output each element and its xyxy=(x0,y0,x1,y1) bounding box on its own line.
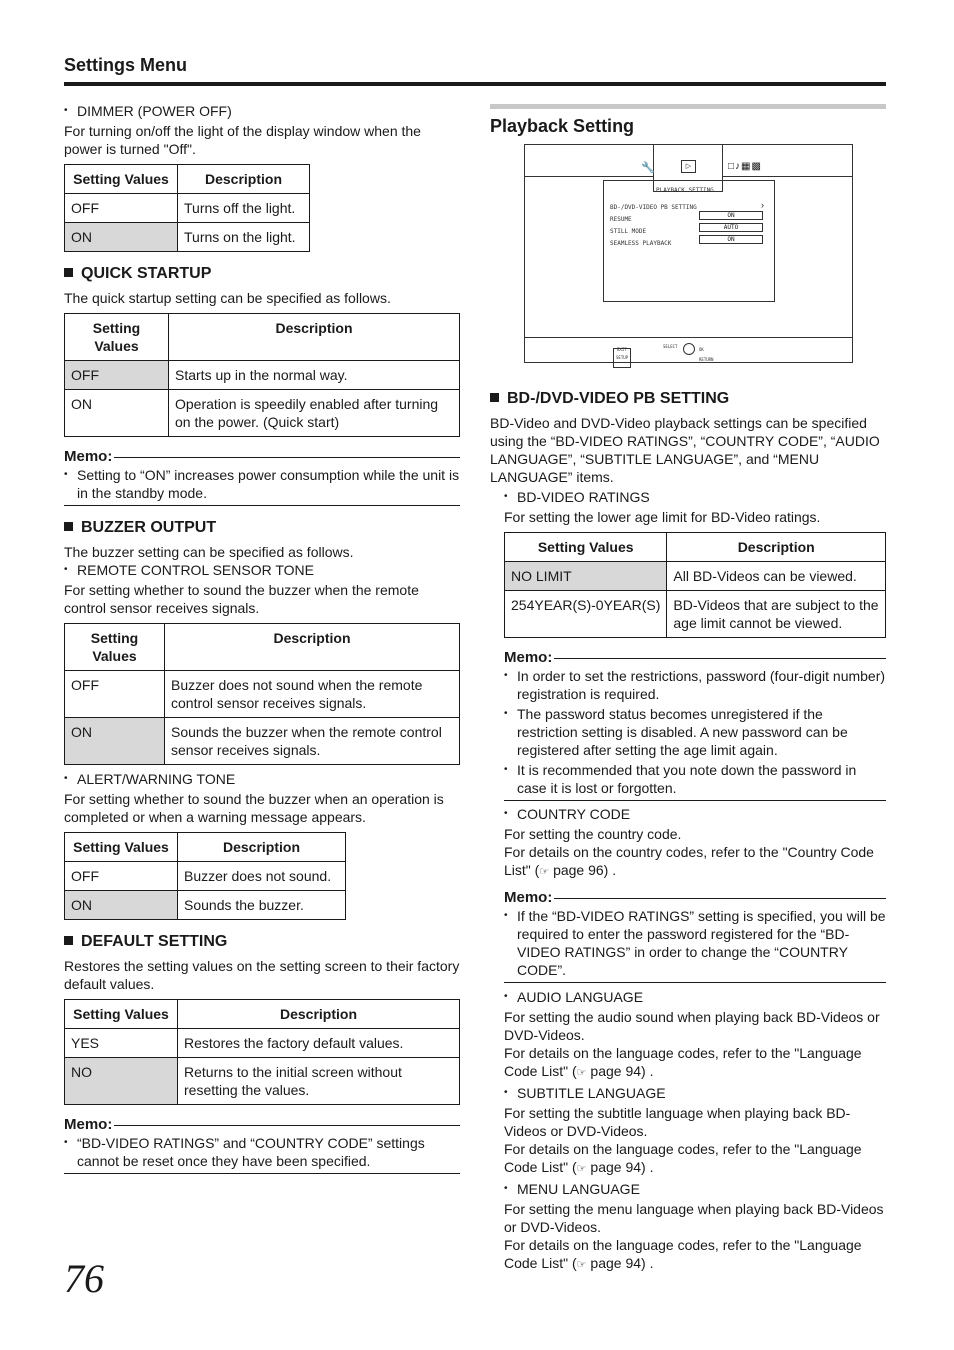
table-cell: Buzzer does not sound. xyxy=(178,862,346,891)
section-bar xyxy=(490,104,886,109)
table-cell: ON xyxy=(65,223,178,252)
settings-icons: □♪▦▩ xyxy=(728,161,762,172)
page-number: 76 xyxy=(64,1256,104,1301)
table-row xyxy=(65,891,346,920)
playback-screen-image xyxy=(524,144,853,363)
memo-item: • It is recommended that you note down the password in case it is lost or forgotten. xyxy=(504,761,886,797)
square-bullet-icon xyxy=(64,936,73,945)
bd-subsection xyxy=(504,488,886,1274)
dimmer-bullet: • DIMMER (POWER OFF) xyxy=(64,102,460,120)
screen-footer-ok: OK xyxy=(699,347,704,352)
memo-item: • In order to set the restrictions, password (four-digit number) registration is required. xyxy=(504,667,886,703)
screen-value: ON xyxy=(699,211,763,220)
screen-menu-item: BD-/DVD-VIDEO PB SETTING xyxy=(610,204,697,211)
screen-divider xyxy=(525,337,852,338)
page-ref-icon: ☞ xyxy=(576,1163,587,1175)
table-header: Description xyxy=(178,165,310,194)
table-cell: Turns on the light. xyxy=(178,223,310,252)
country-ref: For details on the country codes, refer to the "Country Code List" (☞ page 96) . xyxy=(504,844,874,878)
table-row xyxy=(65,718,460,765)
table-row xyxy=(65,671,460,718)
table-header: Description xyxy=(169,314,460,361)
subtitle-ref: For details on the language codes, refer to the "Language Code List" (☞ page 94) . xyxy=(504,1141,862,1175)
page-ref-icon: ☞ xyxy=(539,866,550,878)
table-row xyxy=(65,194,310,223)
table-cell: OFF xyxy=(65,361,169,390)
menu-ref: For details on the language codes, refer to the "Language Code List" (☞ page 94) . xyxy=(504,1237,862,1271)
alert-bullet: • ALERT/WARNING TONE xyxy=(64,770,460,788)
header-rule xyxy=(64,82,886,86)
page-ref-icon: ☞ xyxy=(576,1067,587,1079)
quick-startup-heading: QUICK STARTUP xyxy=(64,265,460,283)
screen-tab-label: PLAYBACK SETTING xyxy=(656,187,714,194)
table-cell: BD-Videos that are subject to the age limit cannot be viewed. xyxy=(667,591,886,638)
table-row xyxy=(65,390,460,437)
page-header-title: Settings Menu xyxy=(64,55,188,75)
play-icon: ▷ xyxy=(681,160,696,173)
country-bullet: • COUNTRY CODE xyxy=(504,805,886,823)
memo-rule xyxy=(504,800,886,801)
square-bullet-icon xyxy=(64,268,73,277)
table-cell: Turns off the light. xyxy=(178,194,310,223)
table-cell: Sounds the buzzer. xyxy=(178,891,346,920)
table-cell: All BD-Videos can be viewed. xyxy=(667,562,886,591)
table-header: Description xyxy=(165,624,460,671)
alert-desc: For setting whether to sound the buzzer when an operation is completed or when a warning message appears. xyxy=(64,791,444,825)
table-header: Setting Values xyxy=(65,1000,178,1029)
screen-menu-item: STILL MODE xyxy=(610,228,647,235)
table-row xyxy=(65,862,346,891)
table-header: Description xyxy=(667,533,886,562)
bd-dvd-heading: BD-/DVD-VIDEO PB SETTING xyxy=(490,390,886,408)
default-desc: Restores the setting values on the setting screen to their factory default values. xyxy=(64,958,460,992)
screen-value: AUTO xyxy=(699,223,763,232)
table-cell: NO xyxy=(65,1058,178,1105)
dimmer-table xyxy=(64,164,310,252)
default-table xyxy=(64,999,460,1105)
bd-desc: BD-Video and DVD-Video playback settings can be specified using the “BD-VIDEO RATINGS”, “COUNTRY CODE”, “AUDIO LANGUAGE”, “SUBTITLE LANGUAGE”, and “MENU LANGUAGE” items. xyxy=(490,415,880,485)
screen-footer-exit: EXIT xyxy=(617,347,627,352)
table-cell: ON xyxy=(65,891,178,920)
audio-ref: For details on the language codes, refer to the "Language Code List" (☞ page 94) . xyxy=(504,1045,862,1079)
audio-desc: For setting the audio sound when playing back BD-Videos or DVD-Videos. xyxy=(504,1009,880,1043)
table-cell: OFF xyxy=(65,862,178,891)
default-setting-heading: DEFAULT SETTING xyxy=(64,933,460,951)
buzzer-desc: The buzzer setting can be specified as follows. xyxy=(64,544,354,560)
ratings-table xyxy=(504,532,886,638)
memo-heading: Memo: xyxy=(64,448,460,466)
wrench-icon: 🔧 xyxy=(641,162,655,174)
alert-table xyxy=(64,832,346,920)
screen-menu-item: RESUME xyxy=(610,216,632,223)
table-row xyxy=(65,1029,460,1058)
country-desc: For setting the country code. xyxy=(504,826,682,842)
memo-item: • If the “BD-VIDEO RATINGS” setting is specified, you will be required to enter the password registered for the “BD-VIDEO RATINGS” in order to change the “COUNTRY CODE”. xyxy=(504,907,886,979)
subtitle-desc: For setting the subtitle language when playing back BD-Videos or DVD-Videos. xyxy=(504,1105,851,1139)
ratings-bullet: • BD-VIDEO RATINGS xyxy=(504,488,886,506)
screen-footer-select: SELECT xyxy=(663,344,678,349)
table-header: Setting Values xyxy=(65,624,165,671)
ratings-desc: For setting the lower age limit for BD-Video ratings. xyxy=(504,509,821,525)
square-bullet-icon xyxy=(490,393,499,402)
table-header: Setting Values xyxy=(65,833,178,862)
memo-heading: Memo: xyxy=(504,649,886,667)
table-cell: Operation is speedily enabled after turning on the power. (Quick start) xyxy=(169,390,460,437)
table-cell: NO LIMIT xyxy=(505,562,667,591)
screen-footer-return: RETURN xyxy=(699,357,714,362)
table-row xyxy=(505,591,886,638)
remote-bullet: • REMOTE CONTROL SENSOR TONE xyxy=(64,561,460,579)
table-header: Setting Values xyxy=(65,314,169,361)
table-cell: Sounds the buzzer when the remote control sensor receives signals. xyxy=(165,718,460,765)
memo-heading: Memo: xyxy=(64,1116,460,1134)
table-row xyxy=(505,562,886,591)
table-header: Description xyxy=(178,833,346,862)
quick-table xyxy=(64,313,460,437)
screen-value: ON xyxy=(699,235,763,244)
subtitle-bullet: • SUBTITLE LANGUAGE xyxy=(504,1084,886,1102)
screen-menu-item: SEAMLESS PLAYBACK xyxy=(610,240,672,247)
dimmer-desc: For turning on/off the light of the display window when the power is turned "Off". xyxy=(64,123,421,157)
table-cell: Returns to the initial screen without resetting the values. xyxy=(178,1058,460,1105)
menu-bullet: • MENU LANGUAGE xyxy=(504,1180,886,1198)
table-header: Description xyxy=(178,1000,460,1029)
table-header: Setting Values xyxy=(505,533,667,562)
audio-bullet: • AUDIO LANGUAGE xyxy=(504,988,886,1006)
quick-desc: The quick startup setting can be specified as follows. xyxy=(64,290,391,306)
menu-desc: For setting the menu language when playing back BD-Videos or DVD-Videos. xyxy=(504,1201,884,1235)
page-ref-icon: ☞ xyxy=(576,1259,587,1271)
memo-rule xyxy=(64,1173,460,1174)
table-cell: OFF xyxy=(65,194,178,223)
memo-item: • “BD-VIDEO RATINGS” and “COUNTRY CODE” settings cannot be reset once they have been specified. xyxy=(64,1134,460,1170)
buzzer-output-heading: BUZZER OUTPUT xyxy=(64,519,460,537)
table-row xyxy=(65,1058,460,1105)
memo-item: • The password status becomes unregistered if the restriction setting is disabled. A new password can be registered after setting the age limit again. xyxy=(504,705,886,759)
table-header: Setting Values xyxy=(65,165,178,194)
right-column xyxy=(490,104,886,1274)
table-cell: Restores the factory default values. xyxy=(178,1029,460,1058)
table-cell: ON xyxy=(65,390,169,437)
table-cell: Buzzer does not sound when the remote control sensor receives signals. xyxy=(165,671,460,718)
left-column xyxy=(64,102,460,1174)
chevron-right-icon: › xyxy=(761,200,764,210)
table-row xyxy=(65,223,310,252)
memo-item: • Setting to “ON” increases power consumption while the unit is in the standby mode. xyxy=(64,466,460,502)
dpad-icon xyxy=(683,343,695,355)
playback-setting-title: Playback Setting xyxy=(490,116,635,136)
table-cell: ON xyxy=(65,718,165,765)
table-cell: YES xyxy=(65,1029,178,1058)
remote-table xyxy=(64,623,460,765)
table-cell: 254YEAR(S)-0YEAR(S) xyxy=(505,591,667,638)
memo-rule xyxy=(504,982,886,983)
table-cell: OFF xyxy=(65,671,165,718)
memo-heading: Memo: xyxy=(504,889,886,907)
remote-desc: For setting whether to sound the buzzer when the remote control sensor receives signals. xyxy=(64,582,419,616)
table-row xyxy=(65,361,460,390)
memo-rule xyxy=(64,505,460,506)
square-bullet-icon xyxy=(64,522,73,531)
table-cell: Starts up in the normal way. xyxy=(169,361,460,390)
screen-footer-setup: SETUP xyxy=(613,348,631,368)
